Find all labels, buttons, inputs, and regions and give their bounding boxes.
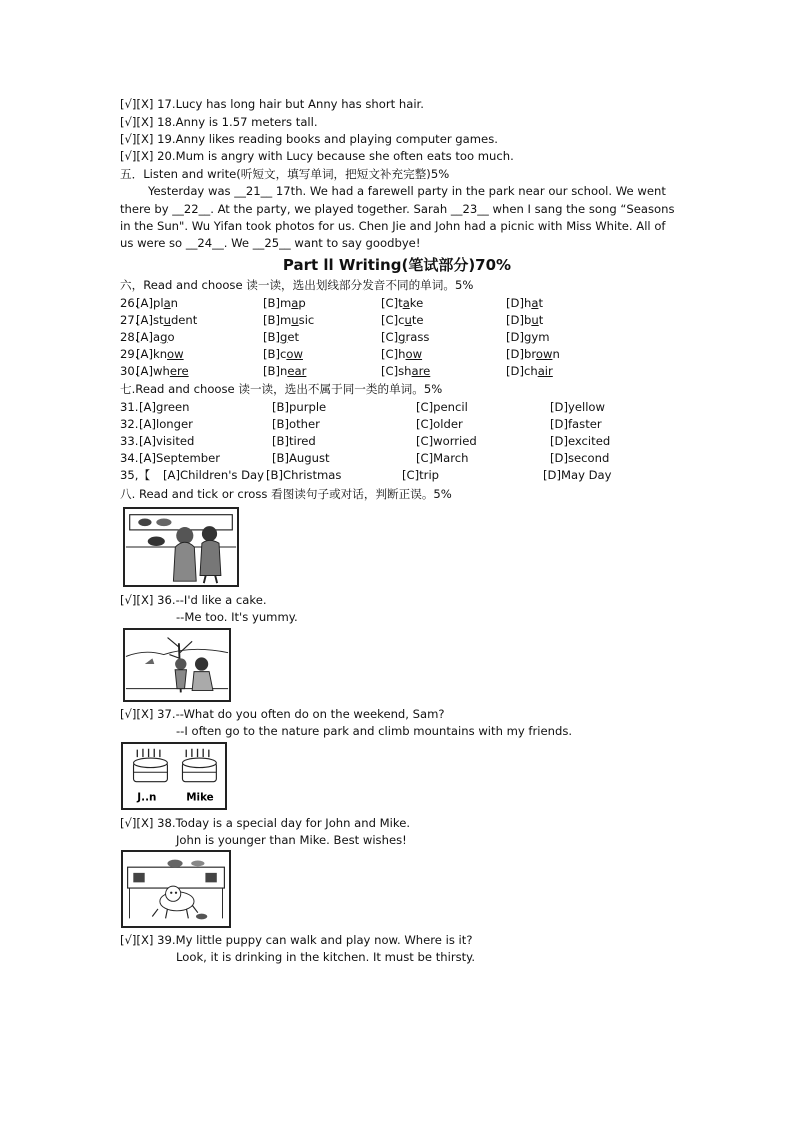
option-c: [C]pencil <box>416 400 468 414</box>
underlined-letters: u <box>404 313 412 327</box>
option-c: [C]trip <box>402 468 440 482</box>
option-b: [B]purple <box>272 400 327 414</box>
passage-line-3: in the Sun". Wu Yifan took photos for us. Chen Jie and John had a picnic with Miss White. All of <box>120 219 666 233</box>
question-number: 34. <box>120 451 139 465</box>
option-d: [D]brown <box>506 347 560 361</box>
underlined-letters: a <box>402 296 410 310</box>
option-d: [D]but <box>506 313 544 327</box>
option-d: [D]faster <box>550 417 602 431</box>
question-39-reply: Look, it is drinking in the kitchen. It must be thirsty. <box>176 950 476 964</box>
option-a: [A]plan <box>136 296 179 310</box>
question-number: 33. <box>120 434 139 448</box>
option-a: [A]where <box>136 364 189 378</box>
underlined-letters: a <box>291 296 299 310</box>
option-b: [B]Christmas <box>266 468 342 482</box>
underlined-letters: g <box>280 330 288 344</box>
option-d: [D]May Day <box>543 468 612 482</box>
underlined-letters: are <box>411 364 431 378</box>
section-5-heading: 五．Listen and write(听短文，填写单词，把短文补充完整)5% <box>120 167 450 181</box>
option-c: [C]March <box>416 451 469 465</box>
question-number: 35,【 <box>120 468 151 482</box>
passage-line-4: us were so __24__. We __25__ want to say goodbye! <box>120 236 421 250</box>
question-number: 30. <box>120 364 139 378</box>
question-36-reply: --Me too. It's yummy. <box>176 610 298 624</box>
underlined-letters: ear <box>287 364 307 378</box>
option-a: [A]student <box>136 313 198 327</box>
option-c: [C]grass <box>381 330 430 344</box>
cake-label-mike: Mike <box>186 791 214 804</box>
underlined-letters: g <box>160 330 168 344</box>
option-b: [B]tired <box>272 434 316 448</box>
underlined-letters: ow <box>167 347 184 361</box>
option-a: [A]September <box>139 451 221 465</box>
underlined-letters: a <box>163 296 171 310</box>
tf-prefix: [√][X] <box>120 707 154 721</box>
question-19: [√][X] 19.Anny likes reading books and playing computer games. <box>120 132 498 146</box>
option-d: [D]chair <box>506 364 553 378</box>
option-d: [D]excited <box>550 434 611 448</box>
question-36: [√][X] 36.--I'd like a cake. <box>120 593 267 607</box>
option-a: [A]ago <box>136 330 175 344</box>
option-b: [B]August <box>272 451 330 465</box>
option-a: [A]visited <box>139 434 195 448</box>
question-number: 28. <box>120 330 139 344</box>
question-number: 32. <box>120 417 139 431</box>
picture-37-tree-planting <box>123 628 231 702</box>
underlined-letters: ow <box>535 347 553 361</box>
underlined-letters: u <box>531 313 539 327</box>
underlined-letters: ere <box>169 364 189 378</box>
option-d: [D]yellow <box>550 400 605 414</box>
question-38-reply: John is younger than Mike. Best wishes! <box>176 833 407 847</box>
tf-prefix: [√][X] <box>120 132 154 146</box>
passage-line-2: there by __22__. At the party, we played together. Sarah __23__ when I sang the song “Seasons <box>120 202 675 216</box>
tf-prefix: [√][X] <box>120 933 154 947</box>
picture-36-cake-shop <box>123 507 239 587</box>
question-number: 31. <box>120 400 139 414</box>
option-a: [A]know <box>136 347 184 361</box>
tf-prefix: [√][X] <box>120 115 154 129</box>
passage-line-1: Yesterday was __21__ 17th. We had a farewell party in the park near our school. We went <box>148 184 666 198</box>
underlined-letters: ow <box>286 347 303 361</box>
question-number: 29. <box>120 347 139 361</box>
question-37: [√][X] 37.--What do you often do on the weekend, Sam? <box>120 707 445 721</box>
option-d: [D]gym <box>506 330 550 344</box>
underlined-letters: g <box>523 330 532 344</box>
underlined-letters: air <box>537 364 553 378</box>
section-8-heading: 八. Read and tick or cross 看图读句子或对话，判断正误。5% <box>120 487 452 501</box>
option-c: [C]how <box>381 347 423 361</box>
option-c: [C]share <box>381 364 431 378</box>
section-7-heading: 七.Read and choose 读一读，选出不属于同一类的单词。5% <box>120 382 443 396</box>
option-d: [D]hat <box>506 296 543 310</box>
option-b: [B]music <box>263 313 315 327</box>
question-18: [√][X] 18.Anny is 1.57 meters tall. <box>120 115 318 129</box>
tf-prefix: [√][X] <box>120 816 154 830</box>
tf-prefix: [√][X] <box>120 97 154 111</box>
underlined-letters: g <box>398 330 406 344</box>
question-37-reply: --I often go to the nature park and climb mountains with my friends. <box>176 724 573 738</box>
option-a: [A]longer <box>139 417 193 431</box>
cake-label-john: J..n <box>137 791 157 804</box>
option-c: [C]cute <box>381 313 424 327</box>
option-b: [B]map <box>263 296 306 310</box>
picture-39-puppy-kitchen <box>121 850 231 928</box>
picture-38-birthday-cakes <box>121 742 227 810</box>
option-a: [A]Children's Day <box>163 468 265 482</box>
question-39: [√][X] 39.My little puppy can walk and play now. Where is it? <box>120 933 473 947</box>
section-6-heading: 六，Read and choose 读一读，选出划线部分发音不同的单词。5% <box>120 278 474 292</box>
option-c: [C]older <box>416 417 463 431</box>
question-number: 26. <box>120 296 139 310</box>
option-b: [B]near <box>263 364 307 378</box>
underlined-letters: a <box>531 296 539 310</box>
option-c: [C]take <box>381 296 424 310</box>
question-38: [√][X] 38.Today is a special day for John and Mike. <box>120 816 411 830</box>
question-20: [√][X] 20.Mum is angry with Lucy because she often eats too much. <box>120 149 514 163</box>
tf-prefix: [√][X] <box>120 593 154 607</box>
underlined-letters: u <box>291 313 299 327</box>
option-a: [A]green <box>139 400 190 414</box>
question-number: 27. <box>120 313 139 327</box>
underlined-letters: ow <box>405 347 423 361</box>
option-c: [C]worried <box>416 434 477 448</box>
option-b: [B]cow <box>263 347 303 361</box>
part-2-title: Part ll Writing(笔试部分)70% <box>282 256 512 274</box>
question-17: [√][X] 17.Lucy has long hair but Anny has short hair. <box>120 97 424 111</box>
underlined-letters: u <box>163 313 171 327</box>
option-b: [B]get <box>263 330 300 344</box>
option-b: [B]other <box>272 417 320 431</box>
tf-prefix: [√][X] <box>120 149 154 163</box>
option-d: [D]second <box>550 451 610 465</box>
